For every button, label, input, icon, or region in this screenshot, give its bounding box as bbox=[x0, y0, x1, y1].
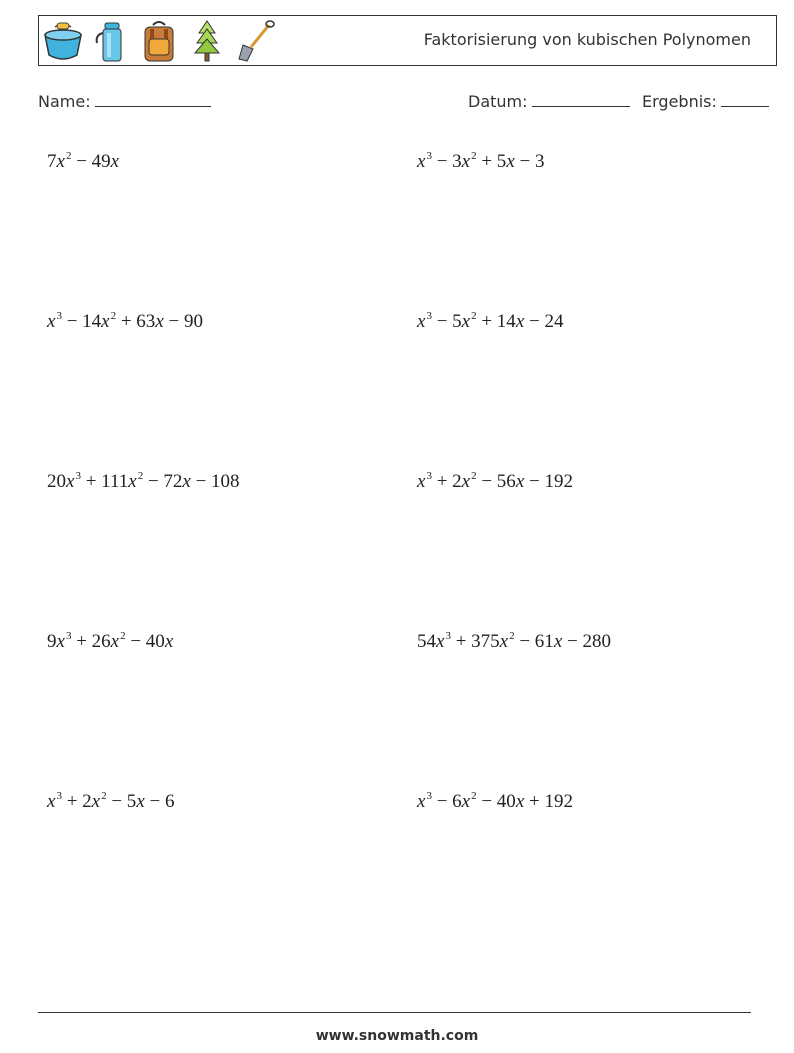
term-text: − 40 bbox=[125, 631, 165, 652]
exponent: 2 bbox=[471, 150, 477, 162]
variable: x bbox=[164, 631, 174, 652]
term-text: − 3 bbox=[514, 151, 545, 172]
variable: x bbox=[461, 471, 471, 492]
exponent: 3 bbox=[75, 470, 81, 482]
exponent: 3 bbox=[445, 630, 451, 642]
worksheet-title: Faktorisierung von kubischen Polynomen bbox=[423, 30, 751, 49]
problem-5 bbox=[47, 470, 240, 493]
bucket-icon bbox=[43, 19, 83, 63]
variable: x bbox=[56, 631, 65, 652]
variable: x bbox=[56, 151, 65, 172]
problem-2 bbox=[417, 150, 544, 173]
name-label: Name: bbox=[38, 92, 91, 111]
term-text: + 2 bbox=[61, 791, 92, 812]
term-text: 7 bbox=[47, 151, 57, 172]
term-text: 20 bbox=[47, 471, 66, 492]
variable: x bbox=[417, 151, 426, 172]
variable: x bbox=[91, 791, 101, 812]
variable: x bbox=[182, 471, 191, 492]
exponent: 2 bbox=[471, 470, 477, 482]
term-text: − 108 bbox=[190, 471, 240, 492]
term-text: + 111 bbox=[80, 471, 129, 492]
term-text: 9 bbox=[47, 631, 57, 652]
tree-icon bbox=[187, 19, 227, 63]
variable: x bbox=[101, 311, 110, 332]
term-text: − 6 bbox=[144, 791, 175, 812]
exponent: 3 bbox=[426, 790, 432, 802]
term-text: − 49 bbox=[71, 151, 111, 172]
term-text: 54 bbox=[417, 631, 436, 652]
term-text: − 5 bbox=[106, 791, 137, 812]
term-text: − 14 bbox=[61, 311, 102, 332]
worksheet-header bbox=[38, 15, 777, 66]
footer-divider bbox=[38, 1012, 751, 1013]
term-text: − 56 bbox=[476, 471, 516, 492]
term-text: − 3 bbox=[431, 151, 462, 172]
result-label: Ergebnis: bbox=[642, 92, 717, 111]
variable: x bbox=[436, 631, 445, 652]
name-field bbox=[38, 92, 211, 111]
term-text: − 72 bbox=[143, 471, 183, 492]
exponent: 3 bbox=[56, 310, 62, 322]
footer-url: www.snowmath.com bbox=[315, 1028, 479, 1044]
exponent: 3 bbox=[426, 470, 432, 482]
term-text: − 5 bbox=[431, 311, 462, 332]
variable: x bbox=[461, 791, 471, 812]
term-text: + 192 bbox=[524, 791, 573, 812]
exponent: 3 bbox=[65, 630, 72, 642]
variable: x bbox=[110, 151, 120, 172]
problem-8 bbox=[417, 630, 611, 653]
problem-7 bbox=[47, 630, 173, 653]
term-text: − 280 bbox=[562, 631, 611, 652]
date-label: Datum: bbox=[468, 92, 528, 111]
result-field bbox=[642, 92, 769, 111]
variable: x bbox=[499, 631, 509, 652]
term-text: − 24 bbox=[524, 311, 564, 332]
exponent: 2 bbox=[471, 310, 477, 322]
term-text: + 63 bbox=[116, 311, 156, 332]
variable: x bbox=[417, 311, 426, 332]
exponent: 2 bbox=[471, 790, 477, 802]
problem-9 bbox=[47, 790, 174, 813]
variable: x bbox=[515, 311, 525, 332]
name-blank[interactable] bbox=[95, 92, 211, 107]
exponent: 2 bbox=[101, 790, 107, 802]
exponent: 2 bbox=[509, 630, 515, 642]
term-text: − 192 bbox=[524, 471, 573, 492]
variable: x bbox=[47, 311, 56, 332]
term-text: + 375 bbox=[450, 631, 500, 652]
problem-1 bbox=[47, 150, 119, 173]
exponent: 3 bbox=[56, 790, 62, 802]
variable: x bbox=[128, 471, 137, 492]
term-text: − 40 bbox=[476, 791, 516, 812]
problem-3 bbox=[47, 310, 203, 333]
variable: x bbox=[461, 151, 471, 172]
variable: x bbox=[461, 311, 471, 332]
variable: x bbox=[47, 791, 56, 812]
term-text: + 26 bbox=[71, 631, 111, 652]
problem-10 bbox=[417, 790, 573, 813]
header-icons bbox=[43, 19, 275, 63]
variable: x bbox=[515, 791, 525, 812]
term-text: − 6 bbox=[431, 791, 462, 812]
exponent: 2 bbox=[65, 150, 72, 162]
result-blank[interactable] bbox=[721, 92, 769, 107]
term-text: − 90 bbox=[163, 311, 203, 332]
exponent: 2 bbox=[110, 310, 117, 322]
date-blank[interactable] bbox=[532, 92, 630, 107]
variable: x bbox=[155, 311, 164, 332]
variable: x bbox=[66, 471, 75, 492]
thermos-icon bbox=[91, 19, 131, 63]
term-text: + 2 bbox=[431, 471, 462, 492]
exponent: 3 bbox=[426, 310, 432, 322]
term-text: + 14 bbox=[476, 311, 516, 332]
date-field bbox=[468, 92, 630, 111]
exponent: 2 bbox=[120, 630, 126, 642]
backpack-icon bbox=[139, 19, 179, 63]
exponent: 2 bbox=[137, 470, 144, 482]
variable: x bbox=[417, 791, 426, 812]
problem-4 bbox=[417, 310, 563, 333]
term-text: + 5 bbox=[476, 151, 507, 172]
shovel-icon bbox=[235, 19, 275, 63]
variable: x bbox=[506, 151, 515, 172]
problem-6 bbox=[417, 470, 573, 493]
variable: x bbox=[110, 631, 120, 652]
variable: x bbox=[417, 471, 426, 492]
variable: x bbox=[515, 471, 525, 492]
exponent: 3 bbox=[426, 150, 432, 162]
variable: x bbox=[136, 791, 145, 812]
variable: x bbox=[553, 631, 563, 652]
term-text: − 61 bbox=[514, 631, 554, 652]
